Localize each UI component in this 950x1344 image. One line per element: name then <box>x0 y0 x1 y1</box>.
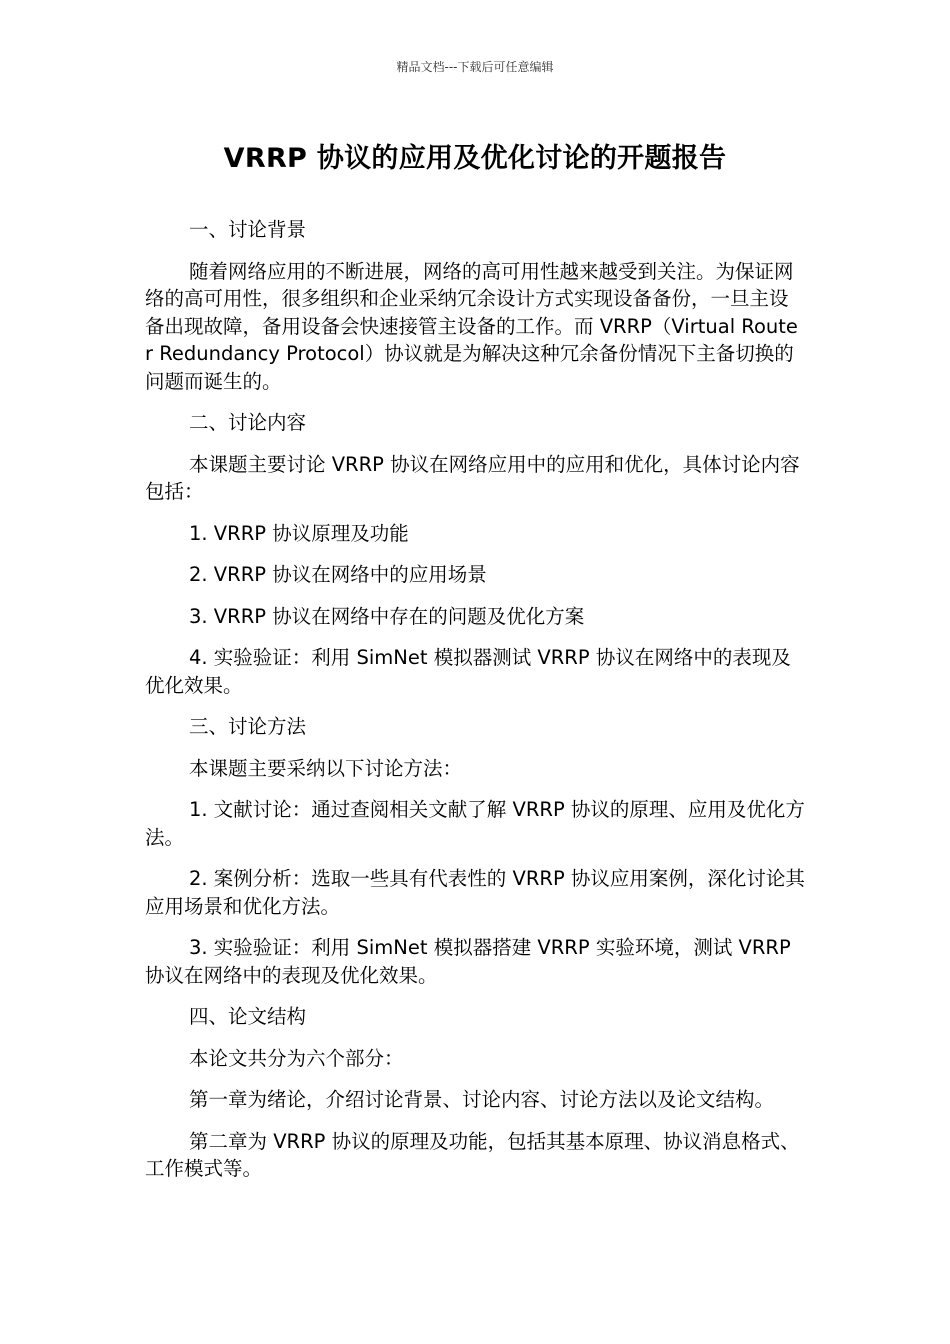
list-item: 3. VRRP 协议在网络中存在的问题及优化方案 <box>189 604 585 628</box>
document-title: VRRP 协议的应用及优化讨论的开题报告 <box>223 143 727 174</box>
document-body <box>145 216 805 1197</box>
paragraph-methods-intro: 本课题主要采纳以下讨论方法： <box>189 756 463 780</box>
paragraph-background: 随着网络应用的不断进展，网络的高可用性越来越受到关注。为保证网络的高可用性，很多组织和企业采纳冗余设计方式实现设备备份，一旦主设备出现故障，备用设备会快速接管主设备的工作。而 VRRP（Virtual Router Redundancy Protocol）协议就是为解决这种冗余备份情况下主备切换的问题而诞生的。 <box>145 259 798 393</box>
list-item: 3. 实验验证：利用 SimNet 模拟器搭建 VRRP 实验环境，测试 VRRP 协议在网络中的表现及优化效果。 <box>145 936 791 987</box>
section-heading-methods: 三、讨论方法 <box>189 715 307 738</box>
paragraph-content-intro: 本课题主要讨论 VRRP 协议在网络应用中的应用和优化，具体讨论内容包括： <box>145 452 800 503</box>
paragraph-chapter-1: 第一章为绪论，介绍讨论背景、讨论内容、讨论方法以及论文结构。 <box>189 1088 775 1111</box>
header-note: 精品文档---下载后可任意编辑 <box>396 60 554 74</box>
list-item: 1. VRRP 协议原理及功能 <box>189 521 409 545</box>
section-heading-content: 二、讨论内容 <box>189 411 307 434</box>
list-item: 2. 案例分析：选取一些具有代表性的 VRRP 协议应用案例，深化讨论其应用场景和优化方法。 <box>145 867 805 918</box>
section-heading-structure: 四、论文结构 <box>189 1005 307 1028</box>
section-heading-background: 一、讨论背景 <box>189 218 307 241</box>
paragraph-structure-intro: 本论文共分为六个部分： <box>189 1046 404 1070</box>
list-item: 1. 文献讨论：通过查阅相关文献了解 VRRP 协议的原理、应用及优化方法。 <box>145 798 805 849</box>
paragraph-chapter-2: 第二章为 VRRP 协议的原理及功能，包括其基本原理、协议消息格式、工作模式等。 <box>145 1129 800 1180</box>
list-item: 2. VRRP 协议在网络中的应用场景 <box>189 563 487 586</box>
list-item: 4. 实验验证：利用 SimNet 模拟器测试 VRRP 协议在网络中的表现及优化效果。 <box>145 646 791 697</box>
